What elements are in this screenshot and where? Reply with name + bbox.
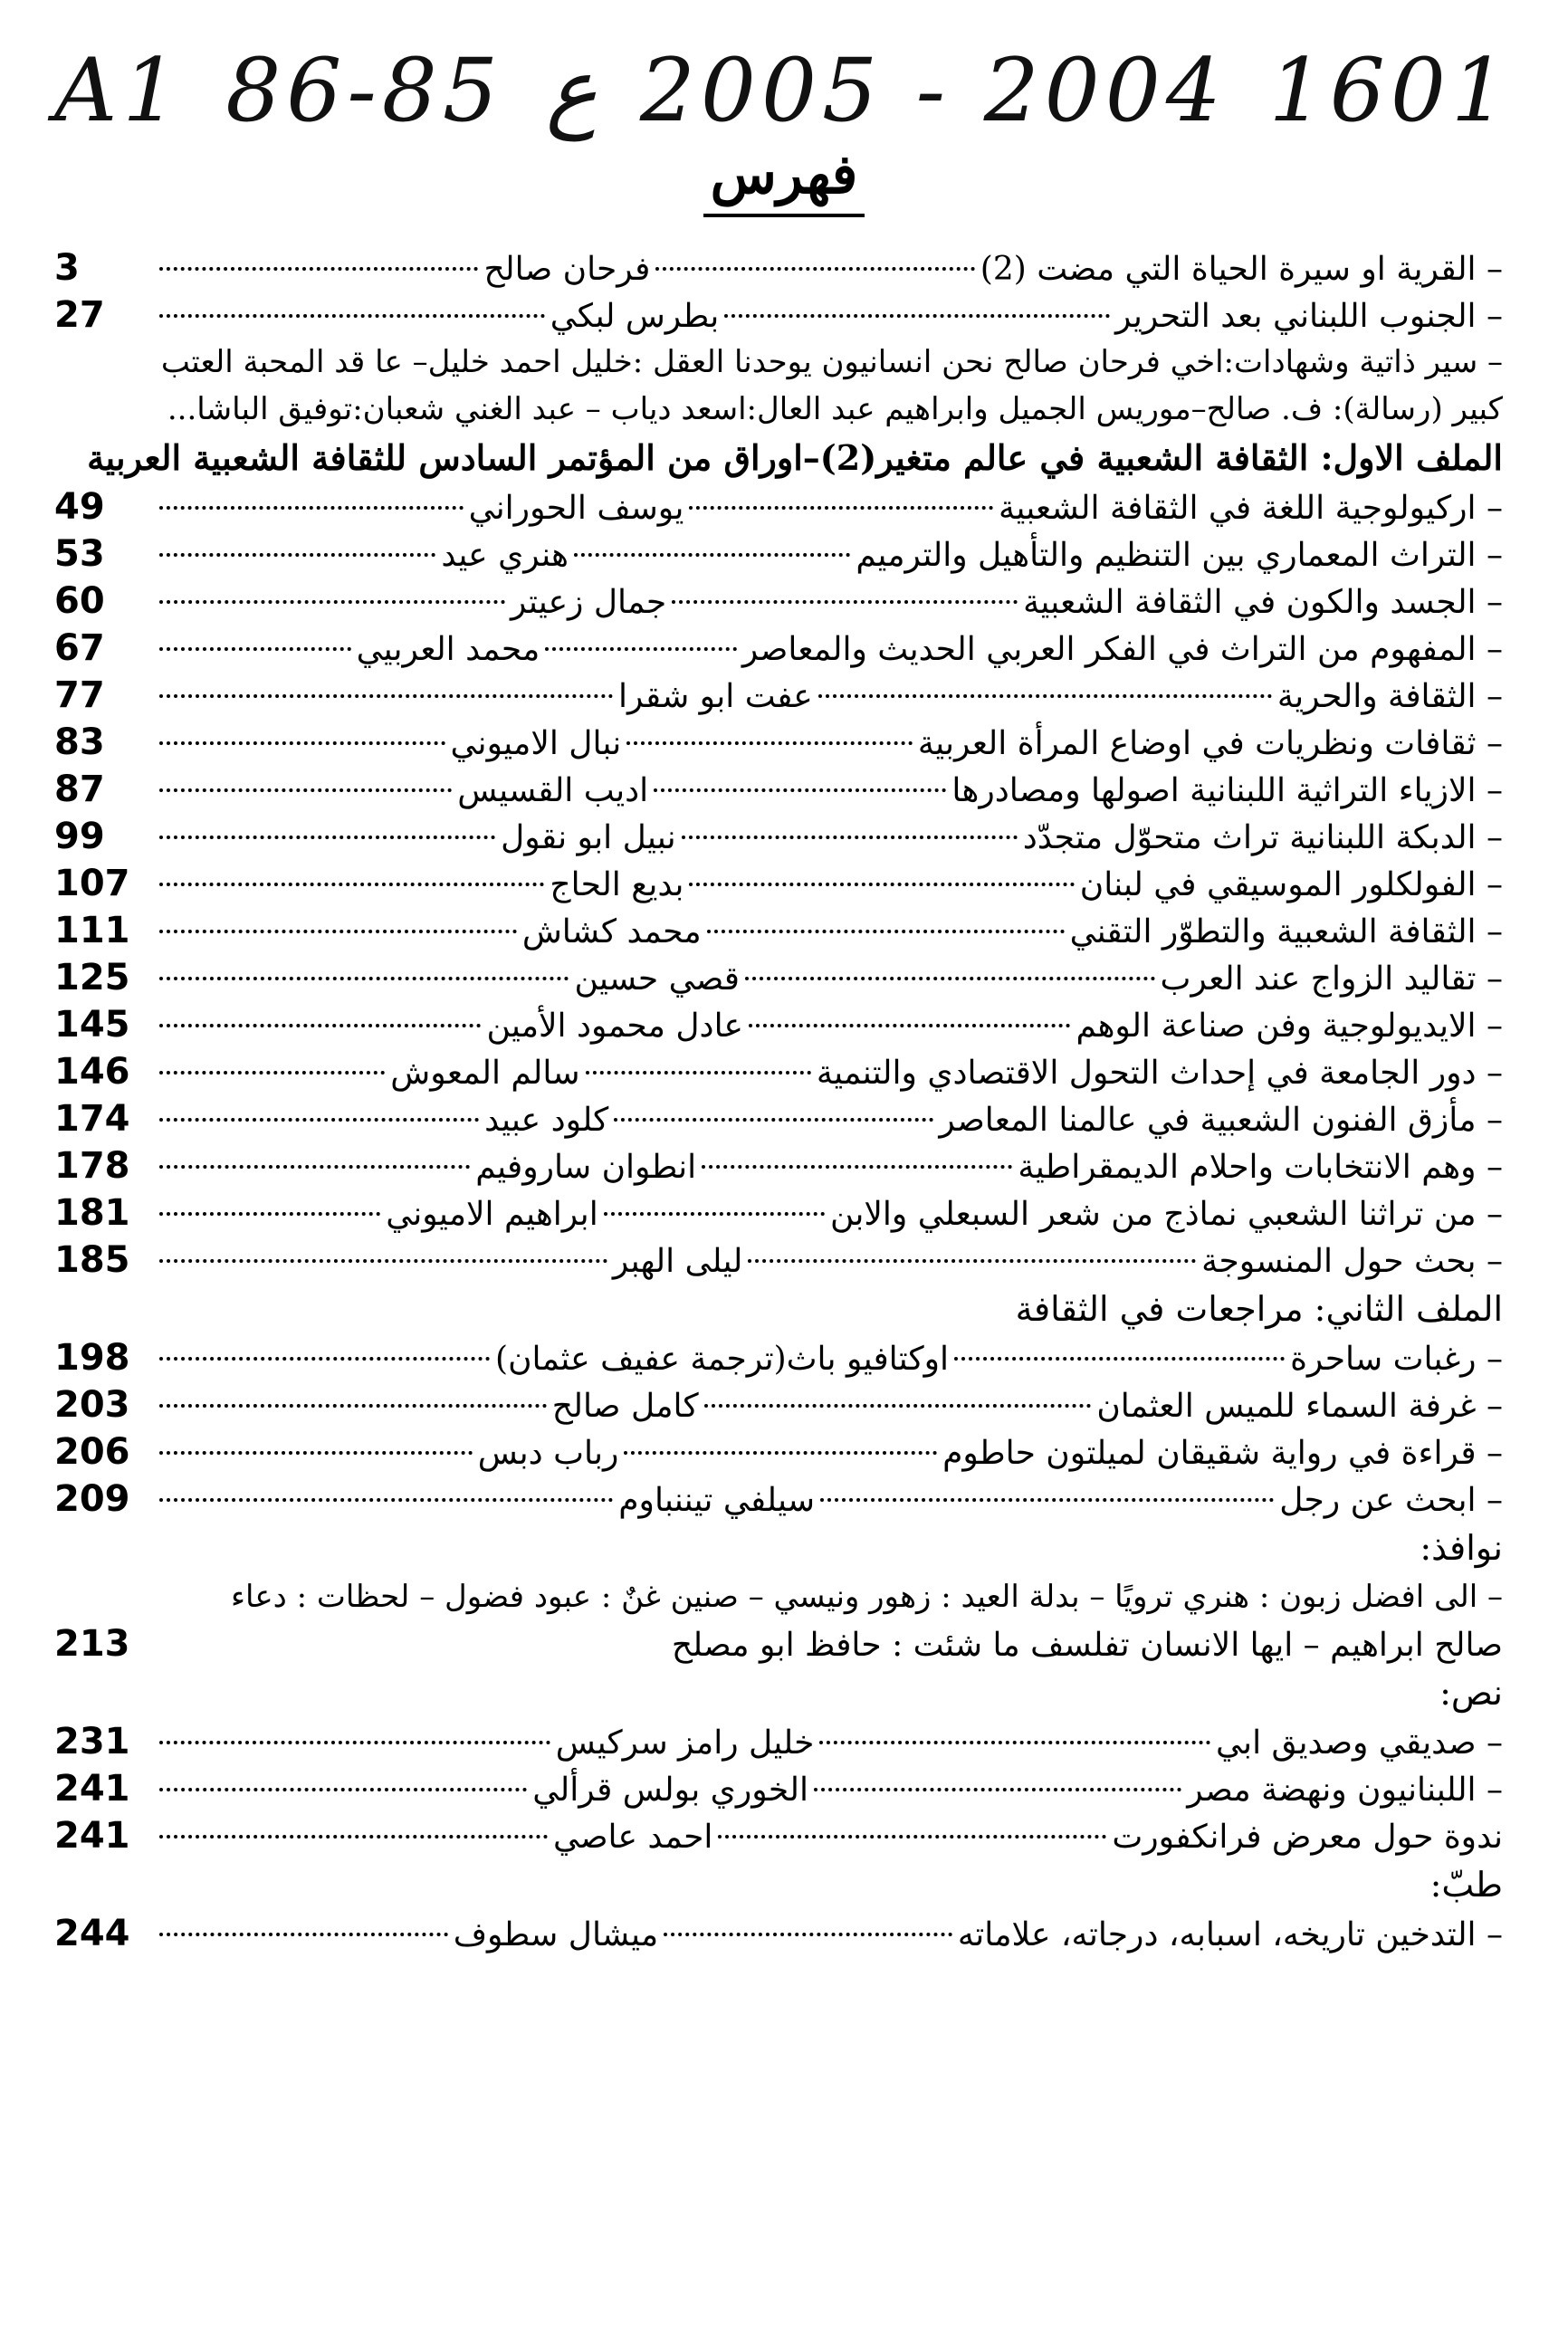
page-number: 231 <box>53 1721 130 1762</box>
entry-title: – التدخين تاريخه، اسبابه، درجاته، علاماته <box>957 1916 1503 1953</box>
hand-issues: 86-85 <box>225 40 503 141</box>
entry-title: – الجسد والكون في الثقافة الشعبية <box>1023 584 1503 621</box>
toc-entry <box>54 578 1503 625</box>
page-number: 146 <box>53 1051 130 1093</box>
page-number: 67 <box>54 627 105 669</box>
entry-author: محمد العربيي <box>356 631 540 668</box>
entry-title: – الثقافة والحرية <box>1276 678 1503 715</box>
entry-title: – اركيولوجية اللغة في الثقافة الشعبية <box>999 490 1503 527</box>
entry-author: سالم المعوش <box>390 1055 580 1092</box>
windows-line: – الى افضل زبون : هنري ترويًا – بدلة العيد : زهور ونيسي – صنين غنٌ : عبود فضول – لحظات : دعاء <box>231 1579 1503 1615</box>
entry-title: – اللبنانيون ونهضة مصر <box>1187 1772 1503 1809</box>
toc-entry <box>54 813 1503 860</box>
section-heading-text: نص: <box>1439 1673 1503 1713</box>
entry-author: ميشال سطوف <box>453 1916 659 1953</box>
entry-author: الخوري بولس قرألي <box>532 1772 809 1809</box>
entry-author: بديع الحاج <box>550 866 684 903</box>
section-heading-file2: الملف الثاني: مراجعات في الثقافة <box>1015 1289 1503 1329</box>
toc-entry: – القرية او سيرة الحياة التي مضت (2) فرحان صالح 3 <box>54 244 1503 291</box>
page-number: 27 <box>53 294 105 336</box>
text-entries <box>54 1718 1503 1859</box>
toc-entry: صالح ابراهيم – ايها الانسان تفلسف ما شئت : حافظ ابو مصلح 213 <box>54 1620 1503 1667</box>
entry-title: – رغبات ساحرة <box>1290 1341 1503 1378</box>
entry-author: ليلى الهبر <box>612 1243 743 1280</box>
entry-title: – بحث حول المنسوجة <box>1201 1243 1503 1280</box>
hand-years: 2005 - 2004 <box>639 40 1227 141</box>
entry-title: – الفولكلور الموسيقي في لبنان <box>1079 866 1503 903</box>
entry-author: قصي حسين <box>574 960 740 998</box>
entry-author: اديب القسيس <box>457 772 649 809</box>
medicine-entries <box>54 1910 1503 1957</box>
page-number: 181 <box>53 1192 130 1234</box>
toc-entry <box>54 1237 1503 1284</box>
entry-author: كلود عبيد <box>484 1102 609 1139</box>
entry-title: – صديقي وصديق ابي <box>1216 1724 1503 1762</box>
toc-entry <box>54 483 1503 530</box>
handwritten-annotation <box>54 36 1512 145</box>
hand-letter: ع <box>545 40 598 141</box>
page-number: 209 <box>54 1478 130 1520</box>
entry-title: – من تراثنا الشعبي نماذج من شعر السبعلي والابن <box>829 1196 1503 1233</box>
page-number: 206 <box>53 1431 130 1473</box>
page-number: 244 <box>54 1913 130 1954</box>
page-number: 49 <box>54 486 105 528</box>
entry-author: انطوان ساروفيم <box>475 1149 697 1186</box>
page-number: 174 <box>53 1098 130 1140</box>
page-number: 3 <box>54 247 80 289</box>
page-number: 185 <box>53 1239 130 1281</box>
page-number: 83 <box>53 721 105 763</box>
toc-entry <box>54 1812 1503 1859</box>
toc-entry <box>54 1381 1503 1428</box>
page-number: 125 <box>53 957 130 998</box>
page-number: 145 <box>54 1004 130 1046</box>
entry-author: عفت ابو شقرا <box>618 678 813 715</box>
entry-title: – الايديولوجية وفن صناعة الوهم <box>1076 1008 1503 1045</box>
toc-entry <box>54 1142 1503 1189</box>
entry-author: نبيل ابو نقول <box>501 819 676 856</box>
toc-entry <box>54 907 1503 954</box>
testimonies-line: كبير (رسالة): ف. صالح–موريس الجميل وابراهيم عبد العال:اسعد دياب – عبد الغني شعبان:توفيق الباشا... <box>167 391 1503 427</box>
toc-entry <box>54 1428 1503 1476</box>
page-number: 107 <box>54 863 130 904</box>
entry-author: جمال زعيتر <box>510 584 667 621</box>
entry-author: يوسف الحوراني <box>468 490 684 527</box>
toc-entry <box>54 530 1503 578</box>
toc-entry <box>54 625 1503 672</box>
section-heading-medicine: طبّ: <box>1429 1865 1503 1905</box>
entry-title: – دور الجامعة في إحداث التحول الاقتصادي والتنمية <box>816 1055 1503 1092</box>
section-heading-windows: نوافذ: <box>1420 1528 1503 1568</box>
toc-entry <box>54 1095 1503 1142</box>
page-number: 87 <box>54 769 105 810</box>
page-number: 203 <box>54 1384 130 1426</box>
entry-title: ندوة حول معرض فرانكفورت <box>1112 1819 1503 1856</box>
toc-entry <box>54 1718 1503 1765</box>
entry-title: – قراءة في رواية شقيقان لميلتون حاطوم <box>942 1435 1503 1472</box>
toc-entry: – الجنوب اللبناني بعد التحرير بطرس لبكي 27 <box>54 291 1503 339</box>
entry-title: – ثقافات ونظريات في اوضاع المرأة العربية <box>917 725 1503 762</box>
page-number: 241 <box>53 1815 130 1857</box>
entry-author: ابراهيم الاميوني <box>386 1196 598 1233</box>
toc-entry <box>54 1048 1503 1095</box>
toc-entry <box>54 1189 1503 1237</box>
toc-entry <box>54 1001 1503 1048</box>
entry-title: – المفهوم من التراث في الفكر العربي الحديث والمعاصر <box>741 631 1503 668</box>
toc-entry <box>54 954 1503 1001</box>
entry-author: هنري عيد <box>441 537 569 574</box>
page-number: 60 <box>54 580 105 622</box>
page-title: فهرس <box>0 143 1568 206</box>
toc-entry <box>54 1765 1503 1812</box>
hand-code: A1 <box>54 40 184 141</box>
file2-entries <box>54 1334 1503 1523</box>
entry-title: – ابحث عن رجل <box>1279 1482 1503 1519</box>
entry-author: رباب دبس <box>477 1435 619 1472</box>
entry-author: نبال الاميوني <box>450 725 622 762</box>
entry-title: – الازياء التراثية اللبنانية اصولها ومصادرها <box>951 772 1503 809</box>
toc-entry <box>54 1476 1503 1523</box>
page-number: 198 <box>54 1337 130 1379</box>
toc-entry <box>54 719 1503 766</box>
page-number: 111 <box>54 910 130 951</box>
entry-title: – الدبكة اللبنانية تراث متحوّل متجدّد <box>1022 819 1503 856</box>
entry-author: كامل صالح <box>551 1388 699 1425</box>
page-number: 213 <box>54 1623 130 1665</box>
page-number: 53 <box>54 533 105 575</box>
entry-title: – التراث المعماري بين التنظيم والتأهيل والترميم <box>856 537 1503 574</box>
toc-entry <box>54 860 1503 907</box>
hand-number: 1601 <box>1268 40 1512 141</box>
toc-entry <box>54 672 1503 719</box>
entry-author: احمد عاصي <box>552 1819 713 1856</box>
table-of-contents <box>54 244 1503 1957</box>
toc-entry <box>54 766 1503 813</box>
entry-title: – تقاليد الزواج عند العرب <box>1160 960 1503 998</box>
entry-author: اوكتافيو باث(ترجمة عفيف عثمان) <box>495 1341 950 1378</box>
entry-title: – الثقافة الشعبية والتطوّر التقني <box>1069 913 1503 950</box>
page-number: 99 <box>54 816 105 857</box>
toc-entry <box>54 1334 1503 1381</box>
entry-author: سيلفي تيننباوم <box>618 1482 815 1519</box>
page-number: 241 <box>53 1768 130 1810</box>
entry-title: – وهم الانتخابات واحلام الديمقراطية <box>1018 1149 1503 1186</box>
page-number: 178 <box>53 1145 130 1187</box>
entry-author: محمد كشاش <box>521 913 702 950</box>
entry-author: عادل محمود الأمين <box>486 1008 744 1045</box>
toc-entry <box>54 1910 1503 1957</box>
entry-title: – غرفة السماء للميس العثمان <box>1096 1388 1503 1425</box>
file1-entries <box>54 483 1503 1284</box>
page-number: 77 <box>53 674 105 716</box>
entry-title: – مأزق الفنون الشعبية في عالمنا المعاصر <box>939 1102 1503 1139</box>
testimonies-line: – سير ذاتية وشهادات:اخي فرحان صالح نحن انسانيون يوحدنا العقل :خليل احمد خليل– عا قد المحبة العتب <box>160 344 1503 380</box>
entry-author: خليل رامز سركيس <box>555 1724 815 1762</box>
section-heading-file1: الملف الاول: الثقافة الشعبية في عالم متغير(2)–اوراق من المؤتمر السادس للثقافة الشعبية العربية <box>87 437 1503 478</box>
